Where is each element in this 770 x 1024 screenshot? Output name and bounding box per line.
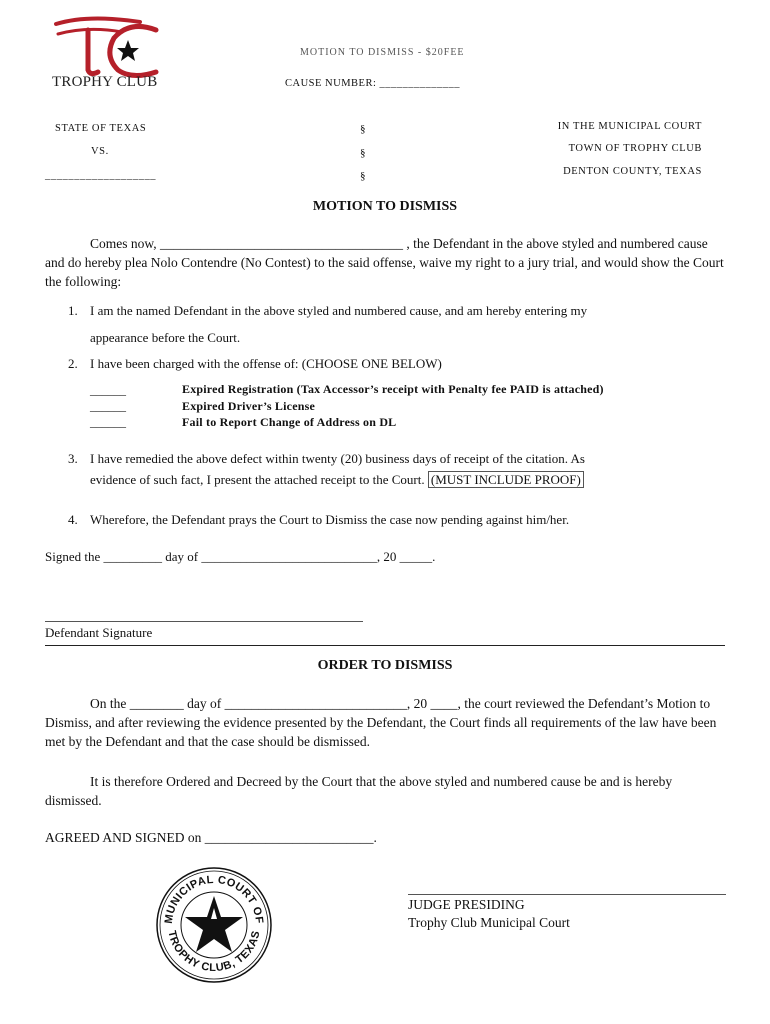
order-text: On the ________ day of ___________________________, 20 ____, the court reviewed the Defendant’s Motion to Dismiss, and after reviewing the evidence presented by the Defendant, the Court finds all requirements of the law have been met by the Defendant and that the case should be dismissed. [45,696,717,749]
intro-paragraph [45,234,725,291]
item-number: 1. [68,303,78,318]
item-number: 2. [68,356,78,371]
option-address-change: Fail to Report Change of Address on DL [182,415,397,429]
logo-text: TROPHY CLUB [52,74,158,90]
court-name-line: IN THE MUNICIPAL COURT [557,121,702,132]
item-continuation [90,472,584,488]
decree-paragraph [45,772,725,810]
order-title: ORDER TO DISMISS [317,658,453,673]
item-text: I have remedied the above defect within twenty (20) business days of receipt of the citation. As [90,451,585,466]
option-blank: ______ [90,415,126,429]
cause-number-field: CAUSE NUMBER: ______________ [285,78,461,89]
versus-label: VS. [91,146,109,157]
seal-bottom-text: TROPHY CLUB, TEXAS [165,929,263,975]
state-of-texas-label: STATE OF TEXAS [55,123,147,134]
section-symbol: § [360,123,366,135]
option-blank: ______ [90,399,126,413]
signed-date-line: Signed the _________ day of ___________________________, 20 _____. [45,549,436,564]
intro-text: Comes now, ____________________________________ , the Defendant in the above styled and numbered cause and do hereby plea Nolo Contendre (No Contest) to the said offense, waive my right to a jury trial, and would show the Court the following: [45,236,724,289]
item-text: Wherefore, the Defendant prays the Court to Dismiss the case now pending against him/her. [90,512,570,527]
item-text: I am the named Defendant in the above styled and numbered cause, and am hereby entering my [90,303,588,318]
seal-star-icon [185,896,243,952]
town-name-line: TOWN OF TROPHY CLUB [568,143,702,154]
option-expired-registration: Expired Registration (Tax Accessor’s receipt with Penalty fee PAID is attached) [182,382,604,396]
item-number: 3. [68,451,78,466]
seal-top-text: MUNICIPAL COURT OF [162,873,266,925]
order-paragraph [45,694,725,751]
section-symbol: § [360,170,366,182]
option-expired-license: Expired Driver’s License [182,399,315,413]
section-divider [45,645,725,646]
court-name-label: Trophy Club Municipal Court [408,915,570,930]
defendant-name-blank: ___________________ [45,170,157,181]
motion-title: MOTION TO DISMISS [312,199,458,214]
must-include-proof-note: (MUST INCLUDE PROOF) [428,471,584,488]
item-text: I have been charged with the offense of: (CHOOSE ONE BELOW) [90,356,442,371]
item-number: 4. [68,512,78,527]
court-seal [155,866,273,984]
judge-signature-rule [408,894,726,895]
motion-fee-heading: MOTION TO DISMISS - $20FEE [300,47,465,58]
judge-presiding-label: JUDGE PRESIDING [408,897,525,912]
agreed-signed-line: AGREED AND SIGNED on _________________________. [45,830,377,845]
item-continuation-text: evidence of such fact, I present the attached receipt to the Court. [90,472,425,487]
section-symbol: § [360,147,366,159]
logo-star-icon [117,40,139,61]
county-line: DENTON COUNTY, TEXAS [563,166,702,177]
signature-rule [45,621,363,622]
defendant-signature-label: Defendant Signature [45,625,153,640]
item-continuation: appearance before the Court. [90,330,241,345]
decree-text: It is therefore Ordered and Decreed by the Court that the above styled and numbered cause be and is hereby dismissed. [45,774,673,808]
option-blank: ______ [90,383,126,397]
